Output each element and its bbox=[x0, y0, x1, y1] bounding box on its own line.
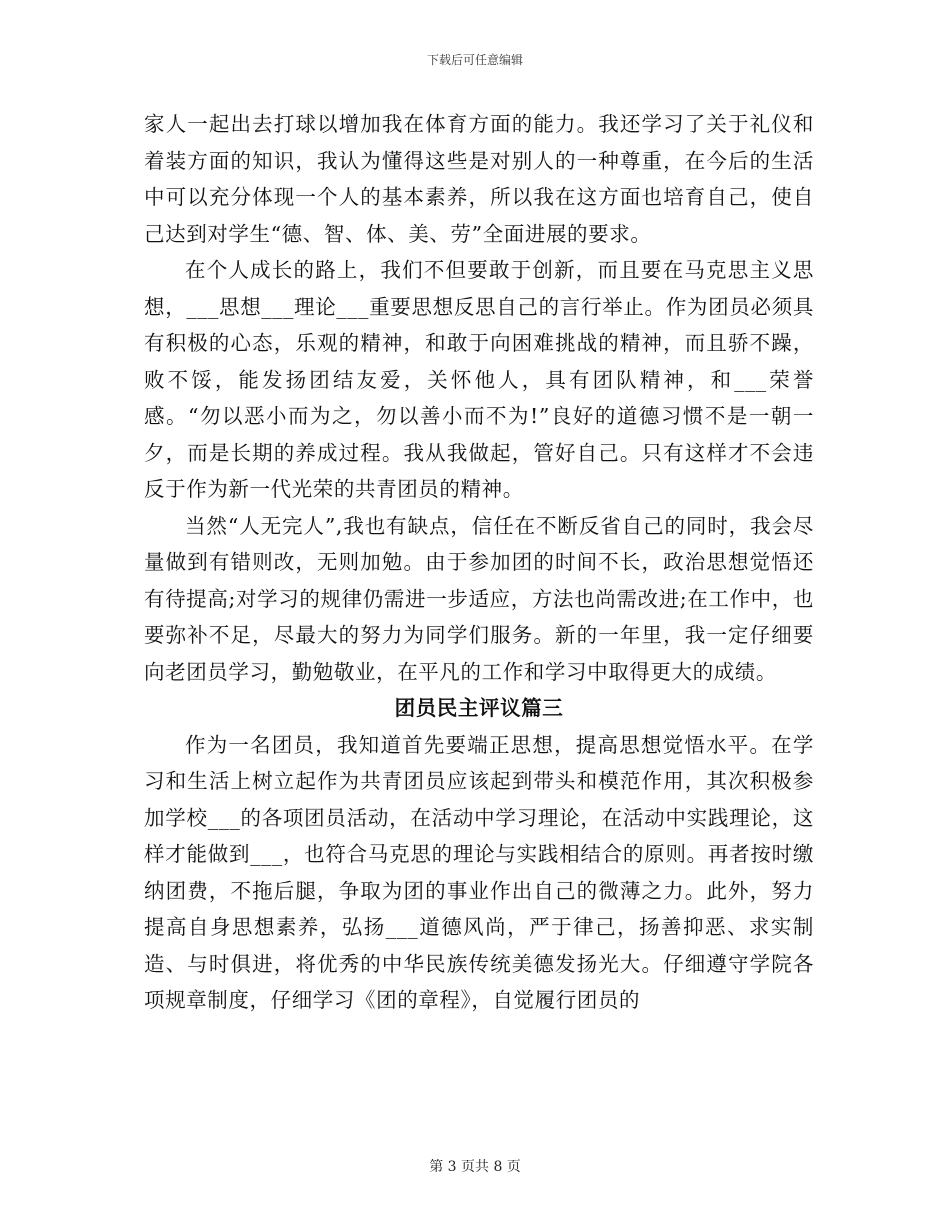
document-body bbox=[144, 106, 814, 1019]
section-title: 团员民主评议篇三 bbox=[394, 696, 564, 720]
page-header: 下载后可任意编辑 bbox=[426, 53, 523, 67]
paragraph-member-duty: 作为一名团员，我知道首先要端正思想，提高思想觉悟水平。在学习和生活上树立起作为共青团员应该起到带头和模范作用，其次积极参加学校___的各项团员活动，在活动中学习理论，在活动中实践理论，这样才能做到___，也符合马克思的理论与实践相结合的原则。再者按时缴纳团费，不拖后腿，争取为团的事业作出自己的微薄之力。此外，努力提高自身思想素养，弘扬___道德风尚，严于律己，扬善抑恶、求实制造、与时俱进，将优秀的中华民族传统美德发扬光大。仔细遵守学院各项规章制度，仔细学习《团的章程》，自觉履行团员的 bbox=[144, 732, 814, 1012]
paragraph-continuation: 家人一起出去打球以增加我在体育方面的能力。我还学习了关于礼仪和着装方面的知识，我认为懂得这些是对别人的一种尊重，在今后的生活中可以充分体现一个人的基本素养，所以我在这方面也培育自己，使自己达到对学生“德、智、体、美、劳”全面进展的要求。 bbox=[144, 112, 814, 246]
paragraph-personal-growth: 在个人成长的路上，我们不但要敢于创新，而且要在马克思主义思想，___思想___理论___重要思想反思自己的言行举止。作为团员必须具有积极的心态，乐观的精神，和敢于向困难挑战的精神，而且骄不躁，败不馁，能发扬团结友爱，关怀他人，具有团队精神，和___荣誉感。“勿以恶小而为之，勿以善小而不为!”良好的道德习惯不是一朝一夕，而是长期的养成过程。我从我做起，管好自己。只有这样才不会违反于作为新一代光荣的共青团员的精神。 bbox=[144, 258, 814, 501]
paragraph-shortcomings: 当然“人无完人”,我也有缺点，信任在不断反省自己的同时，我会尽量做到有错则改，无则加勉。由于参加团的时间不长，政治思想觉悟还有待提高;对学习的规律仍需进一步适应，方法也尚需改进;在工作中，也要弥补不足，尽最大的努力为同学们服务。新的一年里，我一定仔细要向老团员学习，勤勉敬业，在平凡的工作和学习中取得更大的成绩。 bbox=[144, 513, 814, 684]
page-footer: 第 3 页共 8 页 bbox=[429, 1159, 521, 1175]
